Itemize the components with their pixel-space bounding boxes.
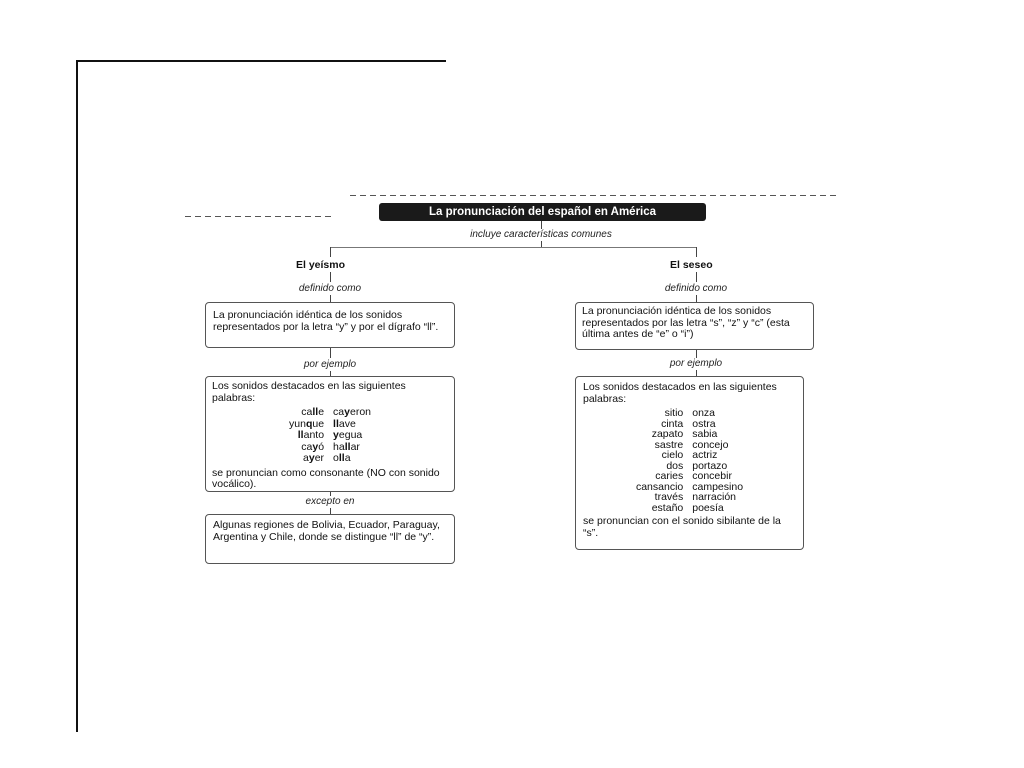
seseo-word-left: través bbox=[654, 491, 684, 503]
seseo-word-right: concejo bbox=[692, 438, 729, 451]
connector-right-1 bbox=[696, 272, 697, 282]
word-highlight: y bbox=[344, 406, 350, 418]
seseo-word-right: onza bbox=[692, 407, 716, 419]
word-highlight: ll bbox=[297, 429, 304, 441]
seseo-word-right: concebir bbox=[692, 470, 732, 482]
text-yeismo-conclusion: se pronuncian como consonante (NO con sonido vocálico). bbox=[212, 466, 440, 490]
text-seseo-examples-intro: Los sonidos destacados en las siguientes palabras: bbox=[583, 381, 777, 405]
scan-dash-left bbox=[185, 216, 335, 217]
word-part: ue bbox=[312, 417, 325, 430]
note-common-features: incluye características comunes bbox=[470, 229, 612, 240]
word-highlight: y bbox=[308, 452, 315, 464]
yeismo-word-left bbox=[289, 453, 324, 465]
word-part: ó bbox=[318, 440, 325, 453]
seseo-word-right: poesía bbox=[692, 501, 724, 514]
connector-title bbox=[541, 221, 542, 229]
seseo-word-right: campesino bbox=[692, 480, 744, 493]
seseo-word-right: ostra bbox=[692, 417, 716, 430]
seseo-word-left: cinta bbox=[661, 417, 684, 430]
connector-branch-bar bbox=[330, 247, 696, 248]
diagram-title: La pronunciación del español en América bbox=[379, 203, 706, 221]
word-part: egua bbox=[338, 429, 363, 441]
word-highlight: y bbox=[312, 440, 319, 453]
box-yeismo-definition bbox=[205, 302, 455, 348]
seseo-word-right: actriz bbox=[692, 449, 718, 461]
seseo-word-left: dos bbox=[666, 459, 684, 472]
seseo-word-left: estaño bbox=[651, 501, 684, 514]
scan-dash-top bbox=[350, 195, 840, 196]
word-part: ha bbox=[333, 440, 345, 453]
text-yeismo-exception: Algunas regiones de Bolivia, Ecuador, Paraguay, Argentina y Chile, donde se distingue “ll” de “y”. bbox=[213, 519, 440, 543]
word-part: eron bbox=[349, 406, 371, 418]
text-seseo-conclusion: se pronuncian con el sonido sibilante de la “s”. bbox=[583, 515, 781, 539]
word-part: er bbox=[314, 452, 325, 464]
word-highlight: y bbox=[333, 429, 339, 441]
word-part: ca bbox=[301, 440, 313, 453]
seseo-word-right: sabia bbox=[692, 428, 718, 440]
seseo-word-grid bbox=[583, 408, 796, 513]
seseo-word-left: caries bbox=[655, 470, 684, 482]
connector-right-2 bbox=[696, 295, 697, 302]
word-part: ar bbox=[350, 440, 360, 453]
word-part: a bbox=[303, 452, 309, 464]
word-part: a bbox=[344, 452, 351, 464]
scan-edge-left bbox=[76, 60, 78, 732]
note-right-example: por ejemplo bbox=[669, 358, 723, 369]
heading-yeismo: El yeísmo bbox=[296, 259, 346, 271]
seseo-word-right: narración bbox=[692, 491, 737, 503]
seseo-word-left: zapato bbox=[651, 428, 684, 440]
connector-right-drop bbox=[696, 247, 697, 257]
seseo-word-left: cansancio bbox=[635, 480, 684, 493]
word-part: ave bbox=[338, 417, 356, 430]
yeismo-word-grid bbox=[212, 407, 448, 465]
note-left-except: excepto en bbox=[305, 496, 355, 507]
word-highlight: q bbox=[305, 417, 313, 430]
text-yeismo-examples-intro: Los sonidos destacados en las siguientes palabras: bbox=[212, 380, 406, 404]
yeismo-word-right bbox=[333, 453, 371, 465]
seseo-word-right: portazo bbox=[692, 459, 728, 472]
connector-left-drop bbox=[330, 247, 331, 257]
word-part: e bbox=[318, 406, 325, 418]
connector-left-1 bbox=[330, 272, 331, 282]
word-highlight: ll bbox=[338, 452, 345, 464]
word-highlight: ll bbox=[312, 406, 319, 418]
word-part: o bbox=[333, 452, 339, 464]
seseo-word-left: cielo bbox=[661, 449, 684, 461]
note-left-defined: definido como bbox=[298, 283, 362, 294]
box-yeismo-exception bbox=[205, 514, 455, 564]
heading-seseo: El seseo bbox=[670, 259, 713, 271]
text-yeismo-definition: La pronunciación idéntica de los sonidos representados por la letra “y” y por el dígrafo “ll”. bbox=[213, 309, 439, 333]
connector-right-3 bbox=[696, 350, 697, 358]
box-seseo-definition bbox=[575, 302, 814, 350]
connector-left-3 bbox=[330, 348, 331, 358]
word-part: ca bbox=[301, 406, 313, 418]
scan-edge-top bbox=[76, 60, 446, 62]
box-seseo-examples bbox=[575, 376, 804, 550]
connector-left-2 bbox=[330, 295, 331, 302]
box-yeismo-examples bbox=[205, 376, 455, 492]
note-right-defined: definido como bbox=[664, 283, 728, 294]
word-highlight: ll bbox=[344, 440, 351, 453]
text-seseo-definition: La pronunciación idéntica de los sonidos representados por las letra “s”, “z” y “c” (esta última antes de “e” o “i”) bbox=[582, 305, 790, 340]
word-part: anto bbox=[303, 429, 325, 441]
word-part: yun bbox=[289, 417, 306, 430]
seseo-word-left: sitio bbox=[664, 407, 684, 419]
word-part: ca bbox=[333, 406, 345, 418]
note-left-example: por ejemplo bbox=[303, 359, 357, 370]
seseo-word-left: sastre bbox=[654, 438, 684, 451]
word-highlight: ll bbox=[333, 417, 339, 430]
